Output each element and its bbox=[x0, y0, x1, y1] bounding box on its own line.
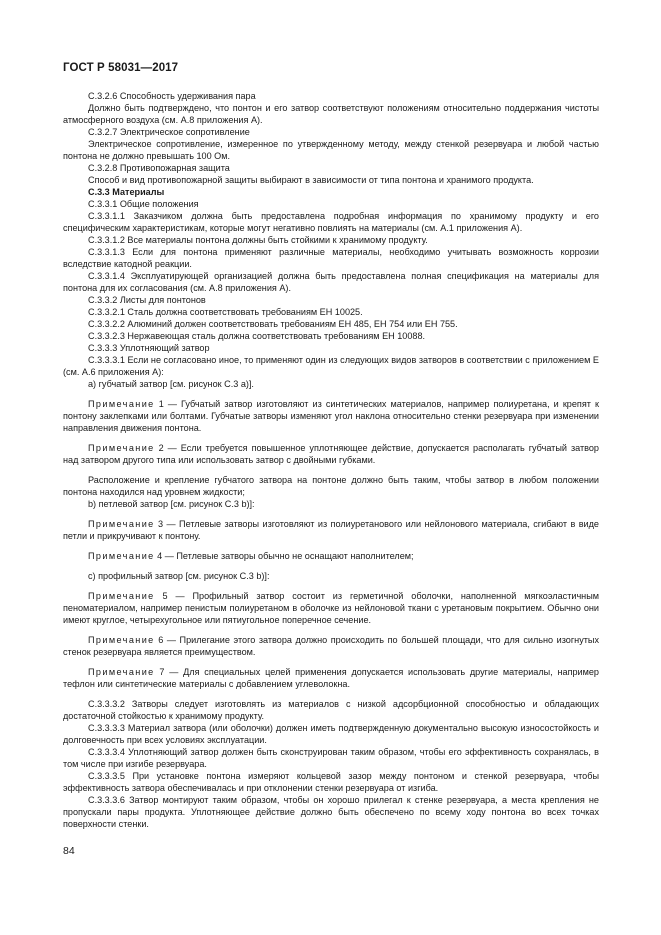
paragraph: С.3.3.2.1 Сталь должна соответствовать требованиям ЕН 10025. bbox=[88, 307, 363, 317]
clause-heading: С.3.2.6 Способность удерживания пара bbox=[88, 91, 256, 101]
paragraph: Должно быть подтверждено, что понтон и его затвор соответствуют положениям относительно поддержания чистоты атмосферного воздуха (см. А.8 приложения А). bbox=[63, 103, 599, 125]
note bbox=[63, 634, 599, 658]
clause-heading: С.3.2.7 Электрическое сопротивление bbox=[88, 127, 250, 137]
note-text: 2 — Если требуется повышенное уплотняющее действие, допускается располагать губчатый затвор над затвором другого типа или использовать затвор с двойными губками. bbox=[63, 443, 599, 465]
paragraph: С.3.3.1.4 Эксплуатирующей организацией должна быть предоставлена полная спецификация на материалы для понтона для их согласования (см. А.8 приложения А). bbox=[63, 271, 599, 293]
document-body bbox=[63, 90, 599, 830]
note-label: Примечание bbox=[88, 551, 155, 561]
note-label: Примечание bbox=[88, 591, 155, 601]
note-text: 7 — Для специальных целей применения допускается использовать другие материалы, например тефлон или синтетические материалы с добавлением углеволокна. bbox=[63, 667, 599, 689]
list-item: с) профильный затвор [см. рисунок С.3 b)]: bbox=[88, 571, 270, 581]
note bbox=[63, 590, 599, 626]
note bbox=[63, 398, 599, 434]
paragraph: С.3.3.2.3 Нержавеющая сталь должна соответствовать требованиям ЕН 10088. bbox=[88, 331, 426, 341]
paragraph: С.3.3.3.4 Уплотняющий затвор должен быть сконструирован таким образом, чтобы его эффективность сохранялась, в том числе при изгибе резервуара. bbox=[63, 747, 599, 769]
note-label: Примечание bbox=[88, 399, 155, 409]
note bbox=[63, 666, 599, 690]
note-text: 1 — Губчатый затвор изготовляют из синтетических материалов, например полиуретана, и крепят к понтону заклепками или болтами. Губчатые затворы изменяют угол наклона относительно стенки резервуара при изменении направления движения понтона. bbox=[63, 399, 599, 433]
note-label: Примечание bbox=[88, 635, 155, 645]
paragraph: С.3.3.1.2 Все материалы понтона должны быть стойкими к хранимому продукту. bbox=[88, 235, 428, 245]
note-text: 4 — Петлевые затворы обычно не оснащают наполнителем; bbox=[154, 551, 414, 561]
paragraph: С.3.3.2.2 Алюминий должен соответствовать требованиям ЕН 485, ЕН 754 или ЕН 755. bbox=[88, 319, 458, 329]
note-label: Примечание bbox=[88, 443, 155, 453]
list-item: а) губчатый затвор [см. рисунок С.3 а)]. bbox=[88, 379, 254, 389]
paragraph: С.3.3.3.5 При установке понтона измеряют кольцевой зазор между понтоном и стенкой резервуара, чтобы эффективность затвора обеспечивалась и при отклонении стенки резервуара от изгиба. bbox=[63, 771, 599, 793]
section-heading: С.3.3 Материалы bbox=[88, 187, 165, 197]
paragraph: С.3.3.1.3 Если для понтона применяют различные материалы, необходимо учитывать возможность коррозии вследствие катодной реакции. bbox=[63, 247, 599, 269]
paragraph: С.3.3.3.3 Материал затвора (или оболочки) должен иметь подтвержденную документально высокую износостойкость и долговечность при всех условиях эксплуатации. bbox=[63, 723, 599, 745]
clause-heading: С.3.2.8 Противопожарная защита bbox=[88, 163, 230, 173]
list-item: b) петлевой затвор [см. рисунок С.3 b)]: bbox=[88, 499, 255, 509]
note-label: Примечание bbox=[88, 519, 155, 529]
page-number: 84 bbox=[63, 845, 75, 857]
note-text: 5 — Профильный затвор состоит из герметичной оболочки, наполненной мягкоэластичным пеноматериалом, например пенистым полиуретаном в оболочке из нейлоновой ткани с уретановым покрытием. Обычно они имеют круглое, четырехугольное или пятиугольное поперечное сечение. bbox=[63, 591, 599, 625]
paragraph: Способ и вид противопожарной защиты выбирают в зависимости от типа понтона и хранимого продукта. bbox=[88, 175, 534, 185]
document-code: ГОСТ Р 58031—2017 bbox=[63, 62, 179, 74]
note-label: Примечание bbox=[88, 667, 155, 677]
paragraph: С.3.3.3.1 Если не согласовано иное, то применяют один из следующих видов затворов в соответствии с приложением Е (см. А.6 приложения А): bbox=[63, 355, 599, 377]
paragraph: С.3.3.3.6 Затвор монтируют таким образом, чтобы он хорошо прилегал к стенке резервуара, а места крепления не пропускали пары продукта. Уплотняющее действие должно быть обеспечено по всему ходу понтона во всех точках поверхности стенки. bbox=[63, 795, 599, 829]
clause-heading: С.3.3.3 Уплотняющий затвор bbox=[88, 343, 210, 353]
note bbox=[63, 442, 599, 466]
note bbox=[63, 550, 599, 562]
note-text: 6 — Прилегание этого затвора должно происходить по большей площади, что для сильно изогнутых стенок резервуара является преимуществом. bbox=[63, 635, 599, 657]
paragraph: Расположение и крепление губчатого затвора на понтоне должно быть таким, чтобы затвор в любом положении понтона находился над уровнем жидкости; bbox=[63, 475, 599, 497]
paragraph: С.3.3.3.2 Затворы следует изготовлять из материалов с низкой адсорбционной способностью и обладающих достаточной стойкостью к хранимому продукту. bbox=[63, 699, 599, 721]
paragraph: Электрическое сопротивление, измеренное по утвержденному методу, между стенкой резервуара и любой частью понтона не должно превышать 100 Ом. bbox=[63, 139, 599, 161]
clause-heading: С.3.3.1 Общие положения bbox=[88, 199, 199, 209]
paragraph: С.3.3.1.1 Заказчиком должна быть предоставлена подробная информация по хранимому продукту и его специфическим характеристикам, которые могут негативно повлиять на материалы (см. А.1 приложения А). bbox=[63, 211, 599, 233]
note-text: 3 — Петлевые затворы изготовляют из полиуретанового или нейлонового материала, сгибают в виде петли и прикручивают к понтону. bbox=[63, 519, 599, 541]
note bbox=[63, 518, 599, 542]
clause-heading: С.3.3.2 Листы для понтонов bbox=[88, 295, 206, 305]
